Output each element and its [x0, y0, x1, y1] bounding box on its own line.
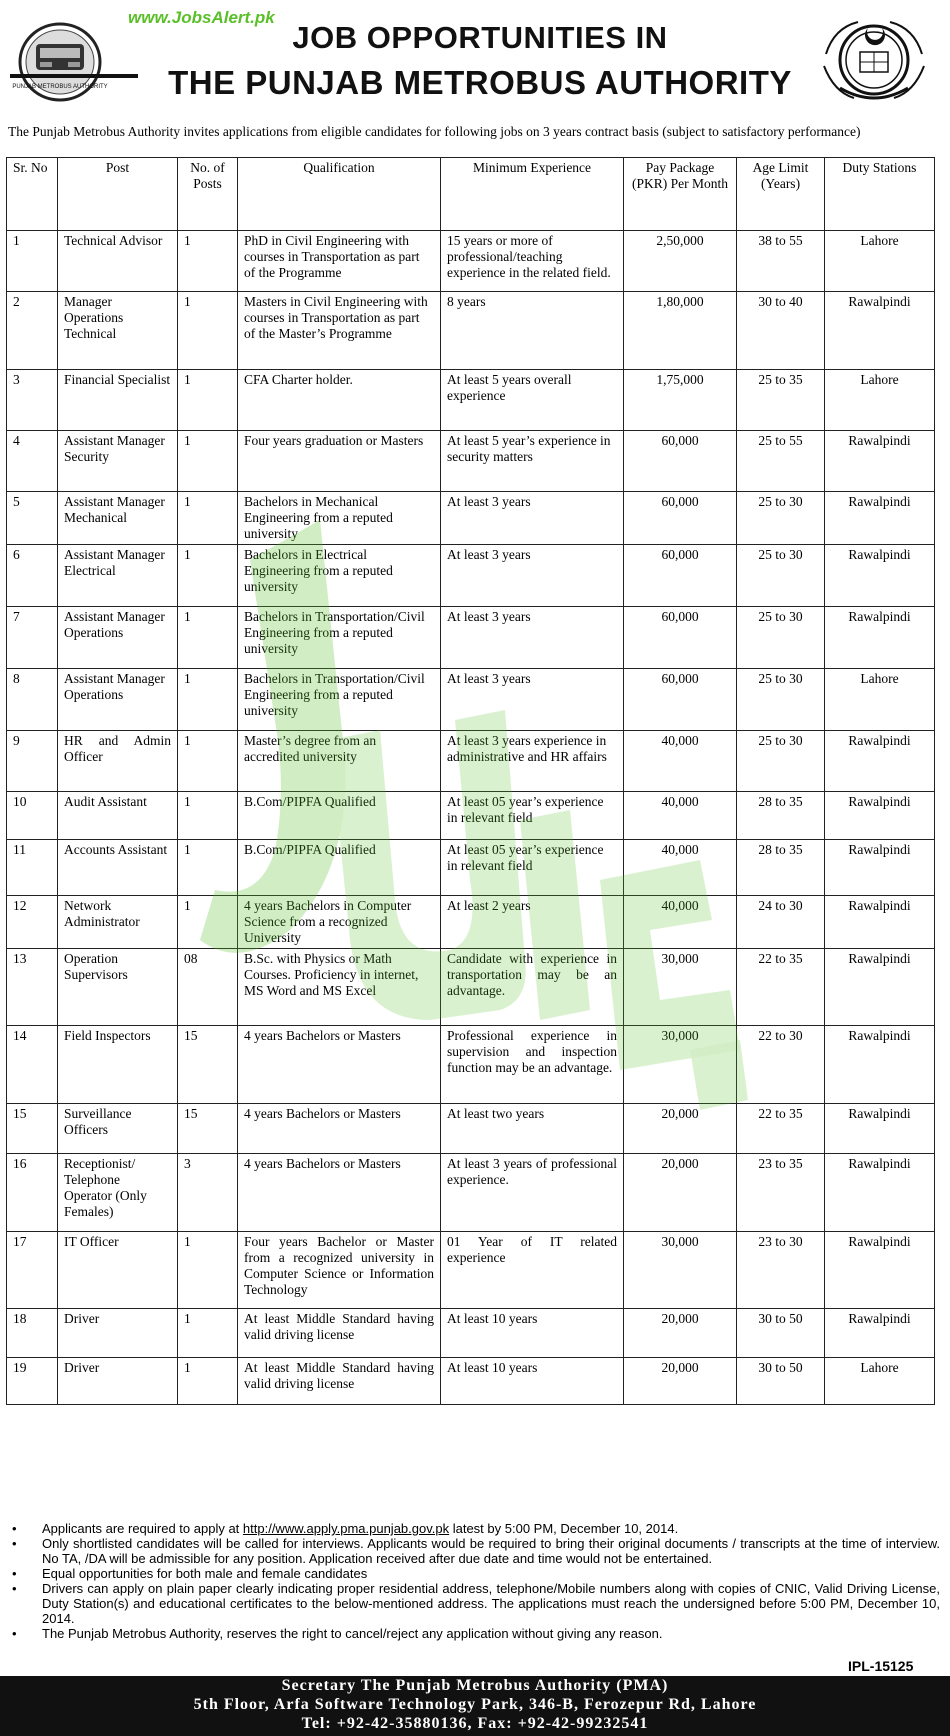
post-cell: IT Officer [58, 1232, 178, 1309]
note-equal-opportunity: • Equal opportunities for both male and female candidates [8, 1566, 940, 1581]
age-cell: 25 to 30 [737, 669, 825, 731]
qualification-cell: PhD in Civil Engineering with courses in Transportation as part of the Programme [238, 231, 441, 292]
age-cell: 30 to 50 [737, 1309, 825, 1358]
pay-cell: 1,75,000 [624, 370, 737, 431]
experience-cell: At least 10 years [441, 1309, 624, 1358]
qualification-cell: 4 years Bachelors or Masters [238, 1026, 441, 1104]
qualification-cell: Four years Bachelor or Master from a recognized university in Computer Science or Information Technology [238, 1232, 441, 1309]
pay-cell: 2,50,000 [624, 231, 737, 292]
station-cell: Rawalpindi [825, 1154, 935, 1232]
qualification-cell: Master’s degree from an accredited university [238, 731, 441, 792]
post-cell: Assistant Manager Security [58, 431, 178, 492]
header-pay: Pay Package (PKR) Per Month [624, 158, 737, 231]
table-row [7, 492, 935, 545]
station-cell: Rawalpindi [825, 1309, 935, 1358]
table-row [7, 370, 935, 431]
header-post: Post [58, 158, 178, 231]
metrobus-logo-text: PUNJAB METROBUS AUTHORITY [12, 84, 108, 90]
station-cell: Rawalpindi [825, 731, 935, 792]
punjab-govt-crest-icon [810, 14, 938, 110]
pay-cell: 60,000 [624, 545, 737, 607]
header-experience: Minimum Experience [441, 158, 624, 231]
sr-cell: 6 [7, 545, 58, 607]
age-cell: 25 to 30 [737, 545, 825, 607]
station-cell: Rawalpindi [825, 792, 935, 840]
age-cell: 25 to 30 [737, 731, 825, 792]
age-cell: 25 to 30 [737, 607, 825, 669]
posts-cell: 1 [178, 792, 238, 840]
table-row [7, 949, 935, 1026]
qualification-cell: 4 years Bachelors or Masters [238, 1154, 441, 1232]
pay-cell: 20,000 [624, 1358, 737, 1405]
experience-cell: At least 2 years [441, 896, 624, 949]
station-cell: Rawalpindi [825, 840, 935, 896]
table-row [7, 792, 935, 840]
table-row [7, 1104, 935, 1154]
jobs-table [6, 157, 935, 1405]
experience-cell: At least 5 years overall experience [441, 370, 624, 431]
table-row [7, 1154, 935, 1232]
posts-cell: 1 [178, 731, 238, 792]
title-line2: THE PUNJAB METROBUS AUTHORITY [168, 64, 792, 101]
table-row [7, 840, 935, 896]
pay-cell: 20,000 [624, 1309, 737, 1358]
pay-cell: 40,000 [624, 840, 737, 896]
sr-cell: 10 [7, 792, 58, 840]
sr-cell: 15 [7, 1104, 58, 1154]
posts-cell: 1 [178, 669, 238, 731]
qualification-cell: Bachelors in Electrical Engineering from a reputed university [238, 545, 441, 607]
pay-cell: 30,000 [624, 949, 737, 1026]
qualification-cell: B.Com/PIPFA Qualified [238, 840, 441, 896]
age-cell: 25 to 55 [737, 431, 825, 492]
station-cell: Rawalpindi [825, 1026, 935, 1104]
station-cell: Rawalpindi [825, 492, 935, 545]
posts-cell: 08 [178, 949, 238, 1026]
age-cell: 23 to 35 [737, 1154, 825, 1232]
footer-address [0, 1676, 950, 1736]
experience-cell: Candidate with experience in transportation may be an advantage. [441, 949, 624, 1026]
pay-cell: 20,000 [624, 1104, 737, 1154]
pay-cell: 60,000 [624, 607, 737, 669]
posts-cell: 1 [178, 1232, 238, 1309]
qualification-cell: Bachelors in Mechanical Engineering from a reputed university [238, 492, 441, 545]
post-cell: Network Administrator [58, 896, 178, 949]
experience-cell: At least 3 years [441, 545, 624, 607]
sr-cell: 8 [7, 669, 58, 731]
post-cell: Accounts Assistant [58, 840, 178, 896]
post-cell: Operation Supervisors [58, 949, 178, 1026]
qualification-cell: B.Com/PIPFA Qualified [238, 792, 441, 840]
pay-cell: 60,000 [624, 669, 737, 731]
sr-cell: 17 [7, 1232, 58, 1309]
note-rights-reserved: • The Punjab Metrobus Authority, reserves the right to cancel/reject any application without giving any reason. [8, 1626, 940, 1641]
qualification-cell: Four years graduation or Masters [238, 431, 441, 492]
post-cell: Financial Specialist [58, 370, 178, 431]
posts-cell: 1 [178, 370, 238, 431]
posts-cell: 1 [178, 492, 238, 545]
age-cell: 25 to 35 [737, 370, 825, 431]
table-header-row [7, 158, 935, 231]
age-cell: 24 to 30 [737, 896, 825, 949]
header [0, 0, 950, 118]
sr-cell: 3 [7, 370, 58, 431]
experience-cell: At least two years [441, 1104, 624, 1154]
table-row [7, 896, 935, 949]
experience-cell: At least 3 years of professional experience. [441, 1154, 624, 1232]
metrobus-icon [10, 18, 138, 108]
pay-cell: 60,000 [624, 431, 737, 492]
station-cell: Rawalpindi [825, 607, 935, 669]
sr-cell: 11 [7, 840, 58, 896]
header-station: Duty Stations [825, 158, 935, 231]
station-cell: Rawalpindi [825, 1104, 935, 1154]
title-line1: JOB OPPORTUNITIES IN [292, 20, 668, 55]
station-cell: Rawalpindi [825, 431, 935, 492]
qualification-cell: At least Middle Standard having valid driving license [238, 1358, 441, 1405]
site-watermark: www.JobsAlert.pk [128, 8, 275, 27]
note-1-before: Applicants are required to apply at [42, 1521, 243, 1536]
sr-cell: 16 [7, 1154, 58, 1232]
qualification-cell: 4 years Bachelors in Computer Science from a recognized University [238, 896, 441, 949]
pay-cell: 40,000 [624, 731, 737, 792]
age-cell: 22 to 35 [737, 949, 825, 1026]
footer-line2: 5th Floor, Arfa Software Technology Park, 346-B, Ferozepur Rd, Lahore [193, 1696, 757, 1713]
table-row [7, 292, 935, 370]
sr-cell: 18 [7, 1309, 58, 1358]
station-cell: Rawalpindi [825, 896, 935, 949]
sr-cell: 14 [7, 1026, 58, 1104]
apply-link[interactable]: http://www.apply.pma.punjab.gov.pk [242, 1521, 450, 1536]
qualification-cell: At least Middle Standard having valid driving license [238, 1309, 441, 1358]
age-cell: 22 to 30 [737, 1026, 825, 1104]
sr-cell: 9 [7, 731, 58, 792]
age-cell: 30 to 50 [737, 1358, 825, 1405]
post-cell: Driver [58, 1358, 178, 1405]
qualification-cell: 4 years Bachelors or Masters [238, 1104, 441, 1154]
post-cell: Assistant Manager Mechanical [58, 492, 178, 545]
pay-cell: 40,000 [624, 896, 737, 949]
posts-cell: 1 [178, 292, 238, 370]
table-row [7, 1358, 935, 1405]
age-cell: 23 to 30 [737, 1232, 825, 1309]
station-cell: Lahore [825, 370, 935, 431]
station-cell: Rawalpindi [825, 545, 935, 607]
sr-cell: 2 [7, 292, 58, 370]
table-row [7, 431, 935, 492]
qualification-cell: CFA Charter holder. [238, 370, 441, 431]
post-cell: Technical Advisor [58, 231, 178, 292]
pay-cell: 1,80,000 [624, 292, 737, 370]
age-cell: 38 to 55 [737, 231, 825, 292]
sr-cell: 4 [7, 431, 58, 492]
experience-cell: 01 Year of IT related experience [441, 1232, 624, 1309]
experience-cell: At least 05 year’s experience in relevant field [441, 840, 624, 896]
note-apply-online [8, 1521, 940, 1536]
experience-cell: At least 3 years experience in administrative and HR affairs [441, 731, 624, 792]
posts-cell: 1 [178, 1309, 238, 1358]
qualification-cell: Bachelors in Transportation/Civil Engineering from a reputed university [238, 607, 441, 669]
header-qualification: Qualification [238, 158, 441, 231]
station-cell: Rawalpindi [825, 949, 935, 1026]
note-shortlisted: • Only shortlisted candidates will be called for interviews. Applicants would be required to bring their original documents / transcripts at the time of interview. No TA, /DA will be admissible for any position. Application received after due date and time would not be entertained. [8, 1536, 940, 1566]
experience-cell: 8 years [441, 292, 624, 370]
post-cell: Field Inspectors [58, 1026, 178, 1104]
table-row [7, 669, 935, 731]
posts-cell: 1 [178, 607, 238, 669]
ipl-code: IPL-15125 [848, 1658, 914, 1674]
footer-line1: Secretary The Punjab Metrobus Authority (PMA) [281, 1677, 669, 1694]
station-cell: Lahore [825, 231, 935, 292]
footer-line3: Tel: +92-42-35880136, Fax: +92-42-99232541 [301, 1715, 649, 1732]
pay-cell: 40,000 [624, 792, 737, 840]
pay-cell: 30,000 [624, 1026, 737, 1104]
experience-cell: At least 5 year’s experience in security matters [441, 431, 624, 492]
intro-text: The Punjab Metrobus Authority invites applications from eligible candidates for following jobs on 3 years contract basis (subject to satisfactory performance) [8, 124, 861, 139]
posts-cell: 1 [178, 431, 238, 492]
table-row [7, 1026, 935, 1104]
header-sr: Sr. No [7, 158, 58, 231]
station-cell: Rawalpindi [825, 1232, 935, 1309]
experience-cell: At least 3 years [441, 607, 624, 669]
pay-cell: 60,000 [624, 492, 737, 545]
experience-cell: At least 3 years [441, 492, 624, 545]
age-cell: 30 to 40 [737, 292, 825, 370]
table-row [7, 1309, 935, 1358]
post-cell: Manager Operations Technical [58, 292, 178, 370]
post-cell: Receptionist/ Telephone Operator (Only Females) [58, 1154, 178, 1232]
station-cell: Lahore [825, 669, 935, 731]
pay-cell: 20,000 [624, 1154, 737, 1232]
header-posts: No. of Posts [178, 158, 238, 231]
posts-cell: 1 [178, 545, 238, 607]
header-age: Age Limit (Years) [737, 158, 825, 231]
qualification-cell: Bachelors in Transportation/Civil Engineering from a reputed university [238, 669, 441, 731]
table-row [7, 545, 935, 607]
pay-cell: 30,000 [624, 1232, 737, 1309]
posts-cell: 1 [178, 1358, 238, 1405]
post-cell: Assistant Manager Operations [58, 607, 178, 669]
experience-cell: At least 3 years [441, 669, 624, 731]
post-cell: Driver [58, 1309, 178, 1358]
experience-cell: At least 05 year’s experience in relevant field [441, 792, 624, 840]
qualification-cell: Masters in Civil Engineering with courses in Transportation as part of the Master’s Programme [238, 292, 441, 370]
post-cell: Surveillance Officers [58, 1104, 178, 1154]
sr-cell: 7 [7, 607, 58, 669]
posts-cell: 15 [178, 1104, 238, 1154]
experience-cell: 15 years or more of professional/teaching experience in the related field. [441, 231, 624, 292]
post-cell: HR and Admin Officer [58, 731, 178, 792]
table-row [7, 607, 935, 669]
age-cell: 22 to 35 [737, 1104, 825, 1154]
age-cell: 28 to 35 [737, 792, 825, 840]
age-cell: 28 to 35 [737, 840, 825, 896]
posts-cell: 3 [178, 1154, 238, 1232]
posts-cell: 15 [178, 1026, 238, 1104]
posts-cell: 1 [178, 231, 238, 292]
table-row [7, 231, 935, 292]
note-1-after: latest by 5:00 PM, December 10, 2014. [449, 1521, 679, 1536]
experience-cell: At least 10 years [441, 1358, 624, 1405]
station-cell: Rawalpindi [825, 292, 935, 370]
sr-cell: 19 [7, 1358, 58, 1405]
table-row [7, 1232, 935, 1309]
station-cell: Lahore [825, 1358, 935, 1405]
qualification-cell: B.Sc. with Physics or Math Courses. Proficiency in internet, MS Word and MS Excel [238, 949, 441, 1026]
experience-cell: Professional experience in supervision and inspection function may be an advantage. [441, 1026, 624, 1104]
notes-list [8, 1521, 940, 1641]
posts-cell: 1 [178, 896, 238, 949]
sr-cell: 12 [7, 896, 58, 949]
note-drivers: • Drivers can apply on plain paper clearly indicating proper residential address, telephone/Mobile numbers along with copies of CNIC, Valid Driving License, Duty Station(s) and educational certificates to the below-mentioned address. The applications must reach the undersigned before 5:00 PM, December 10, 2014. [8, 1581, 940, 1626]
sr-cell: 13 [7, 949, 58, 1026]
table-row [7, 731, 935, 792]
sr-cell: 5 [7, 492, 58, 545]
posts-cell: 1 [178, 840, 238, 896]
post-cell: Assistant Manager Operations [58, 669, 178, 731]
post-cell: Audit Assistant [58, 792, 178, 840]
sr-cell: 1 [7, 231, 58, 292]
post-cell: Assistant Manager Electrical [58, 545, 178, 607]
age-cell: 25 to 30 [737, 492, 825, 545]
